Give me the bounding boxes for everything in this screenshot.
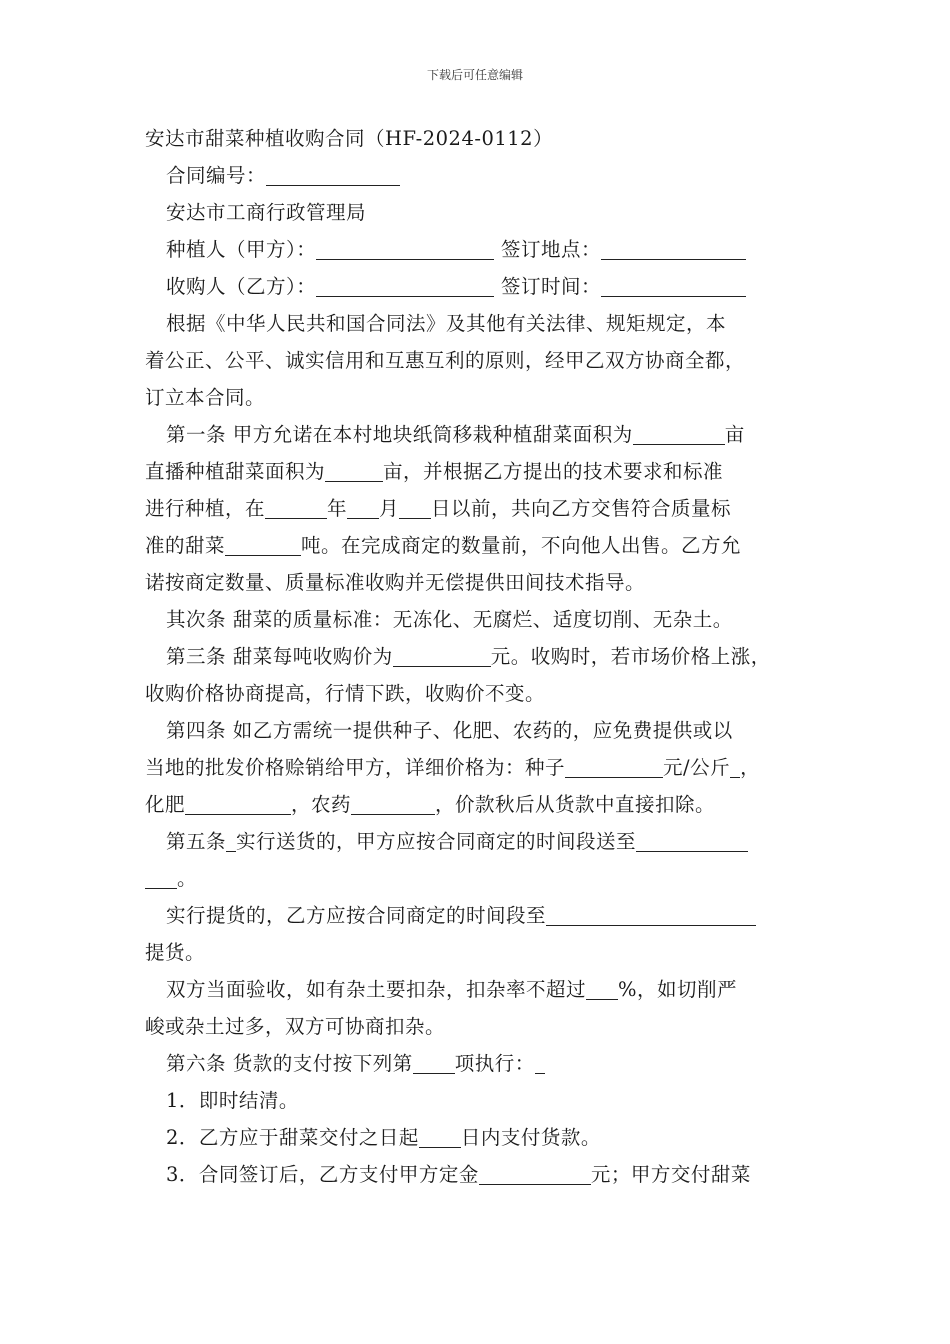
payment-item-1: 1．即时结清。 (166, 1089, 299, 1112)
text: 化肥 (145, 793, 186, 816)
seed-extra-blank (730, 755, 740, 778)
text: 月 (379, 497, 400, 520)
delivery-place-blank (636, 829, 748, 852)
article-1-line-2 (145, 453, 825, 490)
text: %，如切削严 (618, 978, 738, 1001)
pesticide-price-blank (351, 792, 435, 815)
transplant-area-blank (633, 422, 725, 445)
text: 当地的批发价格赊销给甲方，详细价格为：种子 (145, 756, 566, 779)
text: 准的甜菜 (145, 534, 226, 557)
text: 实行提货的，乙方应按合同商定的时间段至 (166, 904, 547, 927)
deposit-blank (479, 1162, 591, 1185)
article-5-line-1 (145, 823, 825, 860)
text: 元；甲方交付甜菜 (590, 1163, 751, 1186)
pickup-place-blank (546, 903, 756, 926)
text: 第一条 甲方允诺在本村地块纸筒移栽种植甜菜面积为 (166, 423, 633, 446)
party-a-blank (316, 237, 494, 260)
payment-days-blank (419, 1125, 461, 1148)
article-5-line-5 (145, 971, 825, 1008)
fertilizer-price-blank (185, 792, 291, 815)
tonnage-blank (225, 533, 301, 556)
text: 。 (177, 867, 198, 890)
contract-no-line (145, 157, 825, 194)
article-4-line-3 (145, 786, 825, 823)
text: 项执行： (454, 1052, 535, 1075)
day-blank (399, 496, 431, 519)
text: 实行送货的，甲方应按合同商定的时间段送至 (236, 830, 637, 853)
party-b-line (145, 268, 825, 305)
article-1-line-4 (145, 527, 825, 564)
payment-option-blank (413, 1051, 455, 1074)
contract-title: 安达市甜菜种植收购合同（HF-2024-0112） (145, 127, 554, 150)
article-3-line-2: 收购价格协商提高，行情下跌，收购价不变。 (145, 682, 546, 705)
text: 日内支付货款。 (460, 1126, 601, 1149)
delivery-place-blank-cont (145, 866, 177, 889)
article-5-line-2 (145, 860, 825, 897)
text: ，农药 (291, 793, 352, 816)
seed-price-blank (565, 755, 663, 778)
sign-time-label: 签订时间： (500, 275, 601, 298)
issuer: 安达市工商行政管理局 (166, 201, 367, 224)
text: 第五条 (166, 830, 227, 853)
party-b-blank (316, 274, 494, 297)
text: 进行种植，在 (145, 497, 266, 520)
contract-body (145, 120, 825, 1193)
article-5-line-3 (145, 897, 825, 934)
text: 直播种植甜菜面积为 (145, 460, 326, 483)
text: 第三条 甜菜每吨收购价为 (166, 645, 393, 668)
payment-option-extra-blank (535, 1051, 545, 1074)
text: 亩，并根据乙方提出的技术要求和标准 (383, 460, 724, 483)
text: 双方当面验收，如有杂土要扣杂，扣杂率不超过 (166, 978, 587, 1001)
text: 2．乙方应于甜菜交付之日起 (166, 1126, 419, 1149)
sign-time-blank (601, 274, 746, 297)
text: 日以前，共向乙方交售符合质量标 (431, 497, 732, 520)
text: 吨。在完成商定的数量前，不向他人出售。乙方允 (301, 534, 742, 557)
article-5-blank (226, 829, 236, 852)
text: 年 (327, 497, 348, 520)
preamble-line-1: 根据《中华人民共和国合同法》及其他有关法律、规矩规定，本 (166, 312, 727, 335)
contract-no-blank (266, 163, 400, 186)
sign-place-blank (601, 237, 746, 260)
contract-no-label: 合同编号： (166, 164, 267, 187)
text: ，价款秋后从货款中直接扣除。 (435, 793, 716, 816)
article-5-line-4: 提货。 (145, 941, 206, 964)
text: 第六条 货款的支付按下列第 (166, 1052, 413, 1075)
article-6-line-1 (145, 1045, 825, 1082)
text: 3．合同签订后，乙方支付甲方定金 (166, 1163, 479, 1186)
party-a-line (145, 231, 825, 268)
article-1-line-3 (145, 490, 825, 527)
text: ， (740, 756, 761, 779)
month-blank (347, 496, 379, 519)
article-1-line-5: 诺按商定数量、质量标准收购并无偿提供田间技术指导。 (145, 571, 646, 594)
payment-item-2 (145, 1119, 825, 1156)
article-2: 其次条 甜菜的质量标准：无冻化、无腐烂、适度切削、无杂土。 (166, 608, 733, 631)
article-5-line-6: 峻或杂土过多，双方可协商扣杂。 (145, 1015, 446, 1038)
preamble-line-2: 着公正、公平、诚实信用和互惠互利的原则，经甲乙双方协商全都， (145, 349, 746, 372)
party-a-label: 种植人（甲方）： (166, 238, 317, 261)
party-b-label: 收购人（乙方）： (166, 275, 317, 298)
article-4-line-2 (145, 749, 825, 786)
article-1-line-1 (145, 416, 825, 453)
price-per-ton-blank (393, 644, 491, 667)
article-3-line-1 (145, 638, 825, 675)
preamble-line-3: 订立本合同。 (145, 386, 266, 409)
impurity-rate-blank (586, 977, 618, 1000)
text: 元。收购时，若市场价格上涨， (490, 645, 771, 668)
text: 亩 (724, 423, 745, 446)
header-note: 下载后可任意编辑 (426, 68, 523, 82)
year-blank (265, 496, 327, 519)
sign-place-label: 签订地点： (500, 238, 601, 261)
article-4-line-1: 第四条 如乙方需统一提供种子、化肥、农药的，应免费提供或以 (166, 719, 733, 742)
text: 元/公斤 (663, 756, 731, 779)
payment-item-3 (145, 1156, 825, 1193)
direct-seed-area-blank (325, 459, 383, 482)
